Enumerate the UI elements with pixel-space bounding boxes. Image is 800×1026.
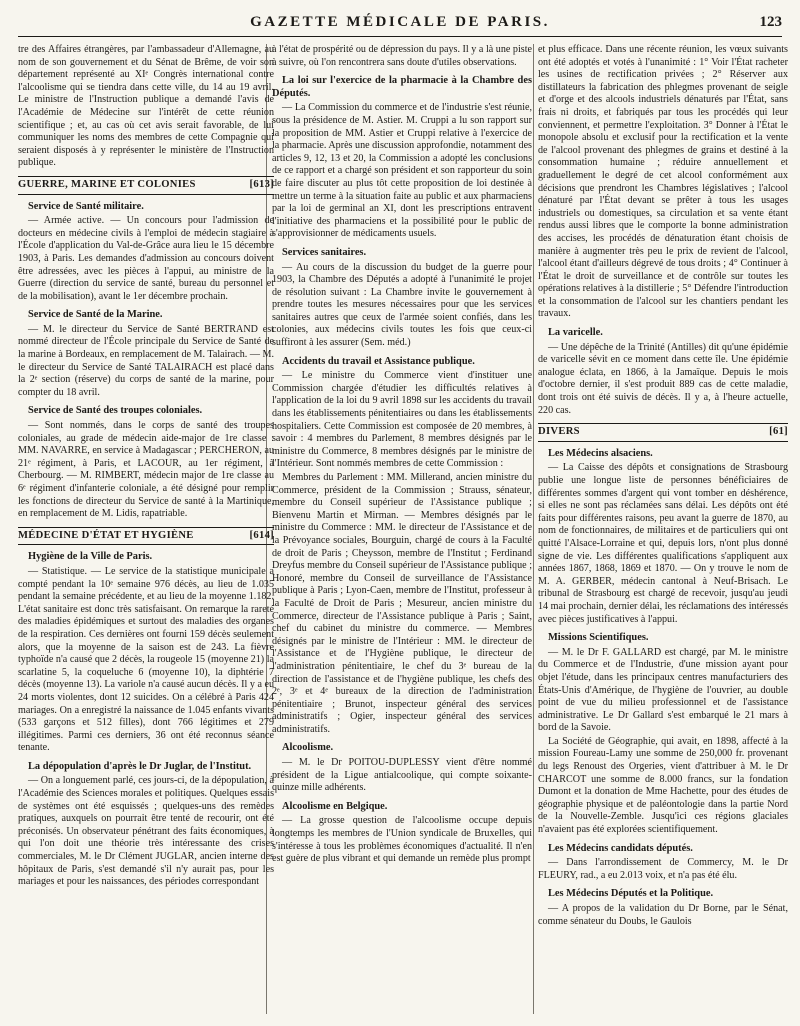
- article-title: La varicelle.: [548, 327, 603, 339]
- paragraph: à l'état de prospérité ou de dépression du pays. Il y a là une piste à suivre, où l'on rencontrera sans doute d'utiles observations.: [272, 44, 532, 68]
- article-body: — M. le Dr POITOU-DUPLESSY vient d'être nommé président de la Ligue antialcoolique, qui compte soixante-quinze mille adhérents.: [272, 757, 532, 794]
- header-rule: [18, 36, 782, 37]
- paragraph: tre des Affaires étrangères, par l'ambassadeur d'Allemagne, au nom de son gouvernement et du Sénat de Brême, de voir son département représenté au XIᵉ Congrès international contre l'alcoolisme qui se tiendra dans cette ville, du 14 au 19 avril. Le ministre de l'Instruction publique a demandé l'avis de l'Académie de Médecine sur l'intérêt de cette réunion scientifique ; et, au cas où cet avis serait favorable, de lui communiquer les noms des membres de cette Compagnie qui seraient disposés à y représenter le ministère de l'Instruction publique.: [18, 44, 274, 169]
- article-title: Service de Santé militaire.: [28, 200, 144, 212]
- article-body: — M. le Dr F. GALLARD est chargé, par M. le ministre du Commerce et de l'Industrie, d'une mission ayant pour objet l'étude, dans les principaux centres manufacturiers des États-Unis d'Amérique, de l'hygiène de l'ouvrier, au double point de vue du milieu professionnel et de l'assistance administrative. Le Dr Gallard s'est embarqué le 21 mars à bord de la Savoie.: [538, 646, 788, 734]
- page-header: [18, 14, 782, 36]
- article-title: Les Médecins Députés et la Politique.: [548, 888, 714, 900]
- article-body: — Au cours de la discussion du budget de la guerre pour 1903, la Chambre des Députés a adopté à l'unanimité le projet de résolution suivant : La Chambre invite le gouvernement à prendre toutes les mesures nécessaires pour que les services sanitaires autres que ceux de l'armée soient confiés, dans les colonies, aux médecins civils toutes les fois que ceux-ci suffiront à les assurer (Sem. méd.): [272, 261, 532, 349]
- paragraph: et plus efficace. Dans une récente réunion, les vœux suivants ont été adoptés et votés à l'unanimité : 1° Voir l'État racheter les usines de rectification privées ; 2° Réserver aux distillateurs la fabrication des phlegmes provenant de seigle et d'orge et des alcools industriels dénaturés par l'État, sans frais ni droits, et fabriqués par tous les procédés qui leur conviennent, et permettre l'exploitation. 3° Donner à l'État le monopole absolu et exclusif pour la rectification et la vente de l'alcool provenant des phlegmes de grains et destiné à la consommation humaine ; réduire annuellement et graduellement le degré de cet alcool conformément aux décisions que prendront les Chambres législatives ; l'alcool dénaturé par l'État devant se prêter à tous les usages industriels ou domestiques, sa circulation et sa vente étant rendus aussi libres que le comporte la bonne administration des accises, les procédés de dénaturation étant choisis de manière à augmenter très peu le prix de revient de l'alcool, l'alcool étant d'ailleurs dégrevé de tous droits ; 4° Continuer à l'État le droit de surveillance et de contrôle sur toutes les opérations relatives à la distillerie ; 5° Défendre l'introduction et la consommation de l'alcool sur les chantiers pendant les travaux.: [538, 44, 788, 320]
- article-body: — Dans l'arrondissement de Commercy, M. le Dr FLEURY, rad., a eu 2.013 voix, et n'a pas été élu.: [538, 857, 788, 881]
- article-title: Les Médecins alsaciens.: [548, 447, 653, 459]
- article-title: Services sanitaires.: [282, 246, 367, 258]
- article-title: La dépopulation d'après le Dr Juglar, de l'Institut.: [28, 760, 252, 772]
- section-code: [614]: [249, 529, 274, 541]
- page-number: 123: [759, 14, 782, 30]
- column-divider: [533, 44, 534, 1014]
- article-body: — La grosse question de l'alcoolisme occupe depuis longtemps les membres de l'Union syndicale de Bruxelles, qui s'intéresse à tous les problèmes économiques d'actualité. Il n'en est guère de plus vibrant et qui demande un remède plus prompt: [272, 815, 532, 865]
- article-body: — Une dépêche de la Trinité (Antilles) dit qu'une épidémie de varicelle sévit en ce moment dans cette île. Une épidémie analogue éclata, en 1866, à la Jamaïque. Depuis le mois d'octobre dernier, il s'est produit 889 cas de cette maladie, dont trois ont été suivis de décès. Il y a, à l'heure actuelle, 220 cas.: [538, 341, 788, 416]
- section-heading-medecine: [18, 527, 274, 546]
- section-title: DIVERS: [538, 426, 580, 438]
- article-title: Service de Santé de la Marine.: [28, 309, 163, 321]
- section-title: GUERRE, MARINE ET COLONIES: [18, 178, 196, 190]
- section-heading-divers: [538, 423, 788, 442]
- article-body: La Société de Géographie, qui avait, en 1898, affecté à la mission Foureau-Lamy une somme de 250,000 fr. provenant du legs Renoust des Orgeries, vient d'attribuer à M. le Dr CHARCOT une somme de 8.000 francs, sur la fondation Dumont et la donation de Mme Hachette, pour des études de géographie physique et de paléontologie dans la partie Nord de la Nouvelle-Zemble. Jusqu'ici ces régions glaciales n'avaient pas été explorées scientifiquement.: [538, 735, 788, 836]
- article-title: Alcoolisme.: [282, 742, 334, 754]
- article-body: — M. le directeur du Service de Santé BERTRAND est nommé directeur de l'École principale du Service de Santé de la marine à Bordeaux, en remplacement de M. Talairach. — M. le directeur du Service de Santé TALAIRACH est placé dans la 2ᵉ section (réserve) du corps de santé de la marine, pour compter du 18 avril.: [18, 323, 274, 398]
- article-title: Les Médecins candidats députés.: [548, 842, 693, 854]
- column-3: [538, 44, 788, 1016]
- journal-title: GAZETTE MÉDICALE DE PARIS.: [250, 14, 550, 30]
- article-body: — Statistique. — Le service de la statistique municipale a compté pendant la 10ᵉ semaine 976 décès, au lieu de 1.035 pendant la semaine précédente, et au lieu de la moyenne 1.182. L'état sanitaire est donc très satisfaisant. On remarque la rareté des maladies épidémiques et surtout des maladies des organes de la respiration. Ces dernières ont fourni 159 décès seulement alors, que la moyenne de la saison est de 243. La fièvre typhoïde n'a causé que 2 décès, la rougeole 15 (moyenne 21) la scarlatine 5, la coqueluche 6 (moyenne 10), la diphtérie 7 décès (moyenne 13). La variole n'a causé aucun décès. Il y a eu 24 morts violentes, dont 12 suicides. On a célébré à Paris 424 mariages. On a enregistré la naissance de 1.045 enfants vivants (533 garçons et 512 filles), dont 766 légitimes et 279 illégitimes. Parmi ces derniers, 36 ont été reconnus séance tenante.: [18, 565, 274, 754]
- article-title: Hygiène de la Ville de Paris.: [28, 551, 153, 563]
- section-heading-guerre: [18, 176, 274, 195]
- article-body: — La Caisse des dépôts et consignations de Strasbourg publie une longue liste de personnes bénéficiaires de différentes sommes d'argent qui vont tomber en déshérence, si elles ne sont pas réclamées sans délai. Les dépôts ont été faits pour différentes raisons, peu avant la guerre de 1870, au nom de fonctionnaires, de militaires et de particuliers qui ont quitté l'Alsace-Lorraine et qui, depuis lors, n'ont plus donné signe de vie. Les différentes qualifications s'appliquent aux années 1867, 1868, 1869 et 1870. — On y trouve le nom de M. A. GERBER, médecin cantonal à Neuf-Brisach. Le tribunal de Strasbourg est chargé de recevoir, jusqu'au jeudi 14 mai prochain, dernier délai, les réclamations des intéressés avec pièces justificatives à l'appui.: [538, 462, 788, 625]
- article-title: Alcoolisme en Belgique.: [282, 800, 388, 812]
- section-code: [61]: [769, 426, 788, 438]
- article-title: Service de Santé des troupes coloniales.: [28, 405, 203, 417]
- article-body: — Le ministre du Commerce vient d'instituer une Commission chargée d'étudier les difficultés relatives à l'application de la loi du 9 avril 1898 sur les accidents du travail dans les établissements pénitentiaires ou dans les établissements hospitaliers. Cette Commission est composée de 20 membres, à savoir : 4 membres du Parlement, 8 membres désignés par le ministre du Commerce, 8 membres désignés par le ministre de l'Intérieur. Sont nommés membres de cette Commission :: [272, 370, 532, 470]
- section-title: MÉDECINE D'ÉTAT ET HYGIÈNE: [18, 529, 194, 541]
- article-title: La loi sur l'exercice de la pharmacie à la Chambre des Députés.: [272, 75, 532, 99]
- article-body: — On a longuement parlé, ces jours-ci, de la dépopulation, à l'Académie des Sciences morales et politiques. Quelques essais de systèmes ont été esquissés ; quelques-uns des remèdes pratiques, auxquels on pourrait être tenté de recourir, ont été préconisés. Un observateur pénétrant des faits économiques, à qui l'on doit une théorie très intéressante des crises commerciales, M. le Dr Clément JUGLAR, ancien interne des hôpitaux de Paris, s'est demandé s'il n'y aurait pas, pour les mariages et pour les naissances, des périodes correspondant: [18, 775, 274, 888]
- article-title: Missions Scientifiques.: [548, 632, 649, 644]
- article-body: — Sont nommés, dans le corps de santé des troupes coloniales, au grade de médecin aide-major de 1re classe : MM. NAVARRE, en service à Madagascar ; PERCHERON, au 21ᵉ régiment, à Paris, et LACOUR, au 1er régiment, à Cherbourg. — M. RIMBERT, médecin major de 1re classe au 6ᵉ régiment d'infanterie coloniale, a été désigné pour remplir les fonctions de directeur du Service de santé à la Martinique, en remplacement de M. Lidis, rapatriable.: [18, 420, 274, 520]
- article-body: — A propos de la validation du Dr Borne, par le Sénat, comme sénateur du Doubs, le Gaulois: [538, 903, 788, 927]
- section-code: [613]: [249, 178, 274, 190]
- article-body: Membres du Parlement : MM. Millerand, ancien ministre du Commerce, président de la Commission ; Strauss, sénateur, membre du Conseil supérieur de l'Assistance publique ; Bienvenu Martin et Mirman. — Membres désignés par le ministre du Commerce : MM. le directeur de l'Assistance et de la Prévoyance sociales, Bourguin, chargé de cours à la Faculté de droit de Paris ; Cheysson, membre de l'Institut ; Ferdinand Dreyfus membre du Conseil supérieur de l'Assistance publique ; Honoré, membre du Conseil de surveillance de l'Assistance publique à Paris ; Lyon-Caen, membre de l'Institut, professeur à la Faculté de Droit de Paris ; Mesureur, ancien ministre du Commerce, directeur de l'Assistance publique à Paris ; Saint, chef du cabinet du ministre du commerce. — Membres désignés par le ministre de l'Intérieur : MM. le directeur de l'Assistance et de l'Hygiène publique, le directeur de l'administration pénitentiaire, le chef du 3ᵉ bureau de la direction de l'assistance et de l'hygiène publique, les chefs des 2ᵉ, 3ᵉ et 4ᵉ bureaux de la direction de l'administration pénitentiaire ; Brunot, inspecteur général des services administratifs ; Ogier, inspecteur général des services administratifs.: [272, 472, 532, 735]
- article-title: Accidents du travail et Assistance publique.: [282, 355, 475, 367]
- article-body: — Armée active. — Un concours pour l'admission de docteurs en médecine civils à l'emploi de médecin stagiaire à l'École d'application du Val-de-Grâce aura lieu le 15 décembre 1903, à Paris. Les demandes d'admission au concours doivent être adressées, avec les pièces à l'appui, au ministre de la Guerre (direction du service de santé, bureau du personnel et de la mobilisation), avant le 1er décembre prochain.: [18, 215, 274, 302]
- article-body: — La Commission du commerce et de l'industrie s'est réunie, sous la présidence de M. Astier. M. Cruppi a lu son rapport sur la proposition de MM. Astier et Cruppi relative à l'exercice de la pharmacie. Après une discussion approfondie, notamment des articles 9, 12, 13 et 20, la Commission a adopté les conclusions de ce rapport et a chargé son président et son rapporteur du soin de faire discuter au plus tôt cette proposition de loi destinée à mettre un terme à la situation faite au public et aux pharmaciens par la loi de germinal an XI, dont les prescriptions entravent l'initiative des pharmaciens et la possibilité pour le public de s'approvisionner de médicaments usuels.: [272, 102, 532, 240]
- column-2: [272, 44, 532, 1016]
- column-1: [18, 44, 274, 1016]
